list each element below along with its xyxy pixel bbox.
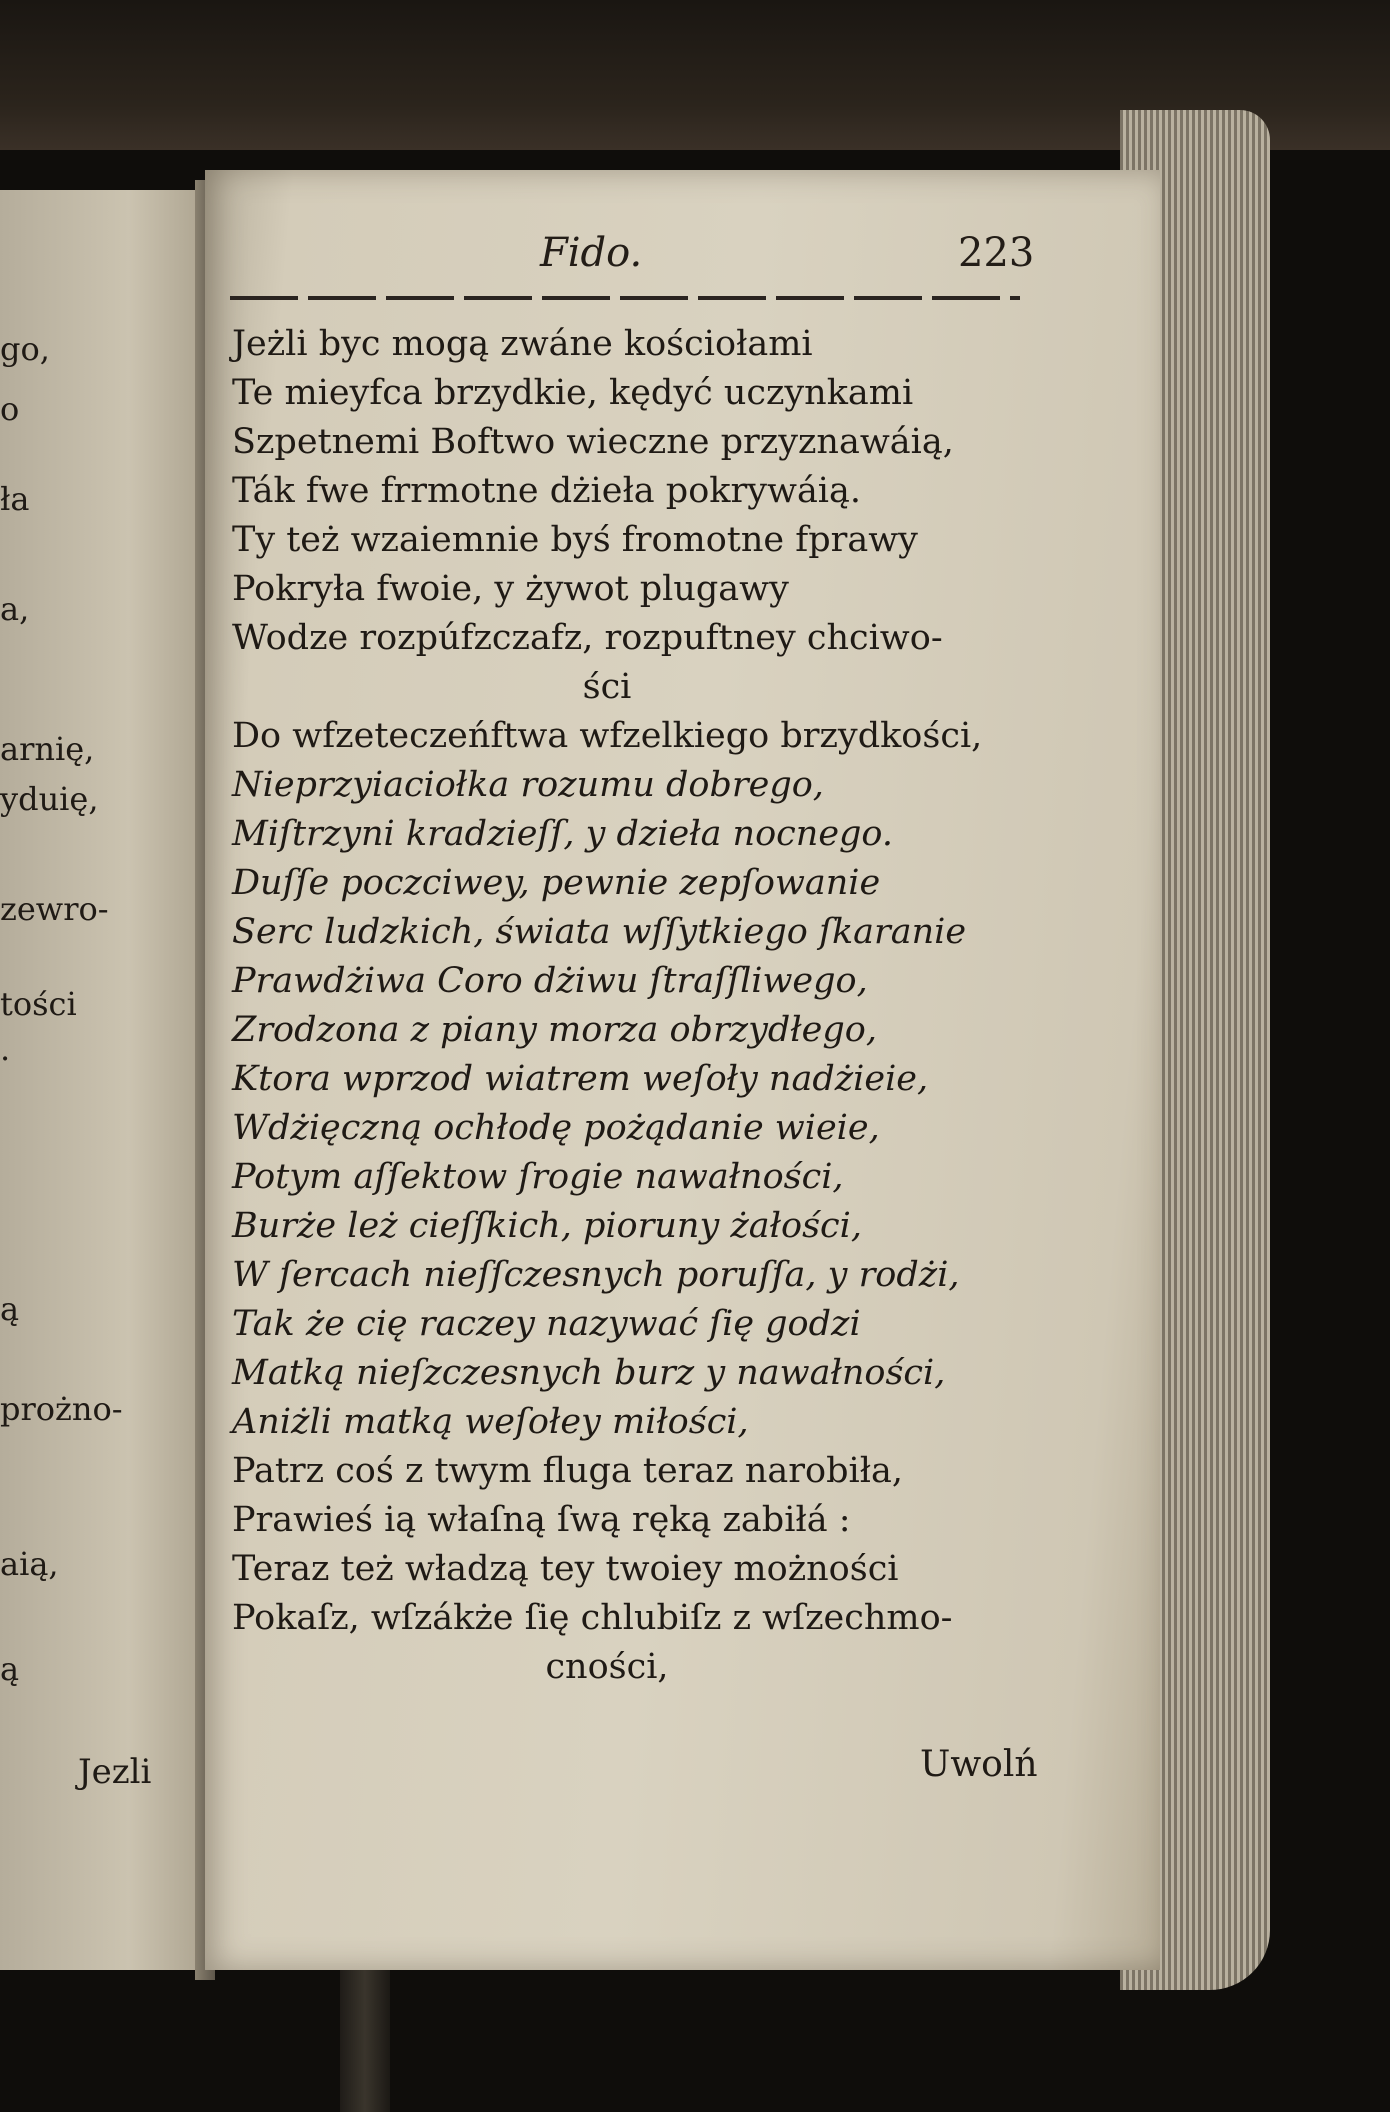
poem-line: Ktora wprzod wiatrem weſoły nadżieie,: [232, 1059, 929, 1099]
poem-line: Teraz też władzą tey twoiey możności: [232, 1549, 899, 1589]
left-line: ła: [0, 480, 30, 518]
catchword: Uwolń: [920, 1744, 1038, 1785]
header-rule: [230, 296, 1020, 300]
running-title: Fido.: [540, 230, 643, 276]
left-line: ą: [0, 1290, 20, 1328]
left-catchword: Jezli: [78, 1752, 152, 1792]
left-line: go,: [0, 330, 50, 368]
left-page: [0, 190, 215, 1970]
poem-line: Prawieś ią właſną ſwą ręką zabiłá :: [232, 1500, 851, 1540]
poem-line: Pokryła fwoie, y żywot plugawy: [232, 569, 789, 609]
left-line: tości: [0, 985, 77, 1023]
poem-line: Pokaſz, wſzákże ſię chlubiſz z wſzechmo-: [232, 1598, 953, 1638]
poem-line: Szpetnemi Boftwo wieczne przyznawáią,: [232, 422, 954, 462]
left-line: a,: [0, 590, 30, 628]
poem-line: Burże leż cieſſkich, pioruny żałości,: [232, 1206, 862, 1246]
poem-line: Wodze rozpúfzczafz, rozpuftney chciwo-: [232, 618, 943, 658]
left-line: arnię,: [0, 730, 95, 768]
poem-line: Prawdżiwa Coro dżiwu ſtraſſliwego,: [232, 961, 868, 1001]
left-line: zewro-: [0, 890, 109, 928]
poem-line: Jeżli byc mogą zwáne kościołami: [232, 324, 813, 364]
poem-line: Duſſe poczciwey, pewnie zepſowanie: [232, 863, 881, 903]
poem-line-continuation: cności,: [545, 1647, 669, 1687]
left-line: .: [0, 1030, 11, 1068]
page-number: 223: [958, 230, 1035, 276]
poem-line: Ták fwe frrmotne dżieła pokrywáią.: [232, 471, 861, 511]
poem-line-continuation: ści: [582, 667, 632, 707]
poem-line: Matką nieſzczesnych burz y nawałności,: [232, 1353, 946, 1393]
left-line: ą: [0, 1650, 20, 1688]
left-line: o: [0, 390, 20, 428]
poem-line: Te mieyfca brzydkie, kędyć uczynkami: [232, 373, 914, 413]
poem-line: Anіżli matką weſołey miłości,: [232, 1402, 749, 1442]
poem-line: W ſercach nieſſczesnych poruſſa, y rodżi,: [232, 1255, 960, 1295]
poem-line: Tak że cię raczey nazywać ſię godzi: [232, 1304, 861, 1344]
bookmark-ribbon: [340, 1970, 390, 2112]
poem-line: Wdżięczną ochłodę pożądanie wieie,: [232, 1108, 880, 1148]
poem-line: Patrz coś z twym fluga teraz narobiła,: [232, 1451, 904, 1491]
poem-text: [232, 320, 1062, 1692]
poem-line: Miſtrzyni kradzieſſ, y dzieła nocnego.: [232, 814, 894, 854]
poem-line: Ty też wzaiemnie byś fromotne fprawy: [232, 520, 918, 560]
poem-line: Serc ludzkich, świata wſſytkiego ſkaranie: [232, 912, 967, 952]
poem-line: Nieprzyiaciołka rozumu dobrego,: [232, 765, 824, 805]
left-line: prożno-: [0, 1390, 123, 1428]
poem-line: Potym aſſektow ſrogie nawałności,: [232, 1157, 844, 1197]
poem-line: Do wfzeteczeńftwa wfzelkiego brzydkości,: [232, 716, 983, 756]
left-line: yduię,: [0, 780, 99, 818]
left-line: aią,: [0, 1545, 59, 1583]
poem-line: Zrodzona z piany morza obrzydłego,: [232, 1010, 877, 1050]
